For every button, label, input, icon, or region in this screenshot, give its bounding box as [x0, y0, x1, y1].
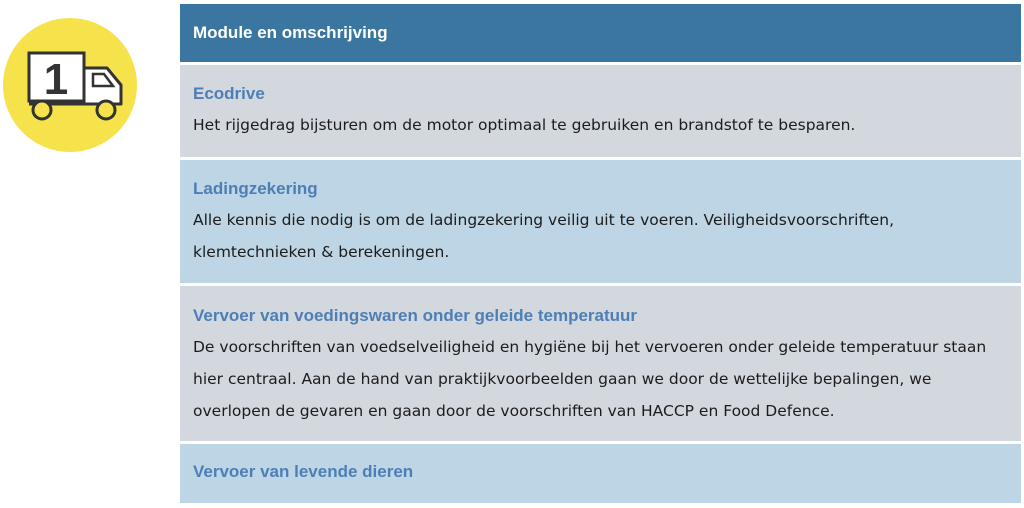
table-header	[180, 4, 1021, 62]
table-header-label: Module en omschrijving	[193, 23, 388, 42]
module-description: De voorschriften van voedselveiligheid en hygiëne bij het vervoeren onder geleide temperatuur staan hier centraal. Aan de hand van praktijkvoorbeelden gaan we door de wettelijke bepalingen, we overlopen de gevaren en gaan door de voorschriften van HACCP en Food Defence.	[193, 338, 987, 420]
table-row	[180, 160, 1021, 283]
table-row	[180, 444, 1021, 503]
module-title: Ladingzekering	[193, 179, 318, 198]
module-title: Vervoer van voedingswaren onder geleide temperatuur	[193, 306, 638, 325]
module-description: Het rijgedrag bijsturen om de motor optimaal te gebruiken en brandstof te besparen.	[193, 116, 856, 134]
module-title: Vervoer van levende dieren	[193, 462, 414, 481]
module-number-badge	[3, 18, 137, 152]
delivery-truck-icon	[3, 18, 137, 152]
module-description: Alle kennis die nodig is om de ladingzekering veilig uit te voeren. Veiligheidsvoorschriften, klemtechnieken & berekeningen.	[193, 211, 894, 261]
module-title: Ecodrive	[193, 84, 265, 103]
module-number: 1	[43, 55, 69, 104]
module-table	[180, 4, 1021, 503]
table-row	[180, 286, 1021, 441]
table-row	[180, 65, 1021, 157]
